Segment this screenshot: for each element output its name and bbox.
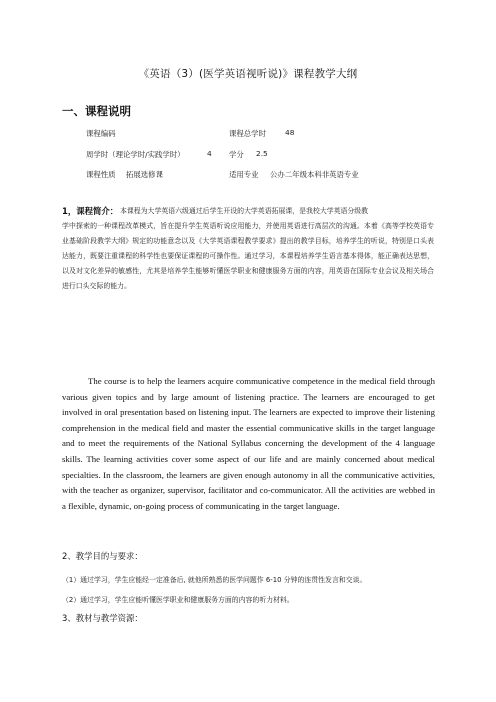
course-nature-label: 课程性质 (86, 170, 116, 179)
credits-label: 学分 (229, 150, 244, 159)
total-hours-value: 48 (285, 128, 295, 137)
document-title: 《英语（3）(医学英语视听说)》课程教学大纲 (138, 68, 358, 80)
intro-english-paragraph: The course is to help the learners acquire communicative competence in the medical field through various given topics and by large amount of listening practice. The learners are encouraged to get involved in oral presentation based on listening input. The learners are expected to improve their listening comprehension in the medical field and master the essential communicative skills in the target language and to meet the requirements of the National Syllabus concerning the development of the 4 language skills. The learning activities cover some aspect of our life and are mainly concerned about medical specialties. In the classroom, the learners are given enough autonomy in all the communicative activities, with the teacher as organizer, supervisor, facilitator and co-communicator. All the activities are webbed in a flexible, dynamic, on-going process of communicating in the target language. (62, 376, 435, 511)
intro-chinese-paragraph: 学中探索的一种课程改革模式，旨在提升学生英语听说应用能力，并使用英语进行高层次的沟通。本着《高等学校英语专业基础阶段教学大纲》规定的功能意念以及《大学英语课程教学要求》提出的教学目标，培养学生的听说，特别是口头表达能力，既要注重课程的科学性也要保证课程的可操作性。通过学习，本课程培养学生语言基本得体，能正确表达思想，以及对文化差异的敏感性，尤其是培养学生能够听懂医学职业和健康服务方面的内容，用英语在国际专业会议及相关场合进行口头交际的能力。 (62, 222, 434, 290)
weekly-hours-value: 4 (207, 149, 212, 158)
applicable-major-label: 适用专业 (229, 170, 259, 179)
weekly-hours-label: 周学时（理论学时/实践学时） (86, 150, 185, 159)
objective-item-1: （1）通过学习，学生应能经一定准备后, 就他所熟悉的医学问题作 6-10 分钟的连贯性发言和交谈。 (62, 576, 367, 584)
section-heading-objectives: 2、教学目的与要求： (62, 551, 143, 561)
total-hours-label: 课程总学时 (229, 129, 266, 138)
course-nature-value: 拓展选修课 (126, 170, 163, 179)
intro-chinese-first-line: 本课程为大学英语六级通过后学生开设的大学英语拓展课，是我校大学英语分级教 (120, 207, 369, 215)
section-heading-course-description: 一、课程说明 (62, 104, 131, 118)
intro-heading-label: 课程简介： (76, 206, 119, 216)
section-heading-materials: 3、教材与教学资源： (62, 613, 143, 623)
subsection-heading-introduction (62, 205, 118, 217)
credits-value: 2.5 (256, 149, 268, 158)
objective-item-2: （2）通过学习，学生应能听懂医学职业和健康服务方面的内容的听力材料。 (62, 596, 294, 604)
intro-heading-number: 1， (62, 206, 77, 216)
applicable-major-value: 公办二年级本科非英语专业 (270, 170, 359, 179)
course-code-label: 课程编码 (86, 129, 116, 138)
